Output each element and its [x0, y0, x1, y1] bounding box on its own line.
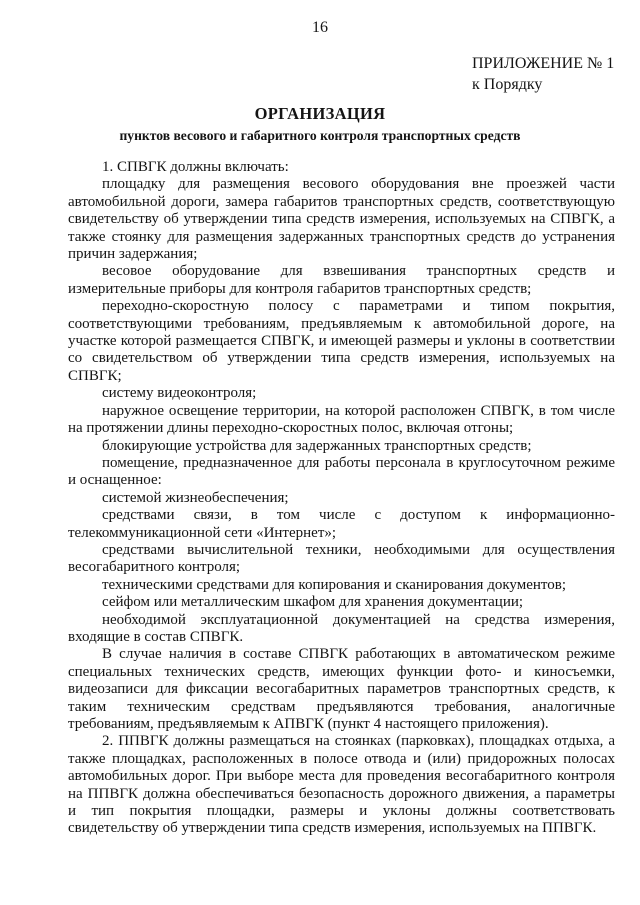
page-number: 16	[312, 19, 328, 36]
paragraph: 1. СПВГК должны включать:	[102, 159, 289, 175]
paragraph: блокирующие устройства для задержанных транспортных средств;	[102, 437, 532, 454]
appendix-block	[472, 53, 614, 95]
document-subtitle: пунктов весового и габаритного контроля транспортных средств	[119, 128, 521, 143]
paragraph: необходимой эксплуатационной документацией на средства измерения, входящие в состав СПВГК.	[68, 611, 615, 645]
paragraph: В случае наличия в составе СПВГК работающих в автоматическом режиме специальных технических средств, имеющих функции фото- и киносъемки, видеозаписи для фиксации весогабаритных параметров транспортных средств, к таким техническим средствам предъявляются требования, аналогичные требованиям, предъявляемым к АПВГК (пункт 4 настоящего приложения).	[68, 646, 615, 732]
paragraph: помещение, предназначенное для работы персонала в круглосуточном режиме и оснащенное:	[68, 454, 615, 489]
paragraph: наружное освещение территории, на которой расположен СПВГК, в том числе на протяжении длины переходно-скоростных полос, включая отгоны;	[68, 402, 615, 437]
appendix-reference: к Порядку	[472, 76, 543, 93]
document-title: ОРГАНИЗАЦИЯ	[254, 104, 386, 123]
paragraph: системой жизнеобеспечения;	[102, 489, 289, 506]
paragraph: сейфом или металлическим шкафом для хранения документации;	[102, 594, 524, 611]
paragraph: весовое оборудование для взвешивания транспортных средств и измерительные приборы для контроля габаритов транспортных средств;	[68, 263, 615, 297]
paragraph: переходно-скоростную полосу с параметрами и типом покрытия, соответствующими требованиям, предъявляемым к автомобильной дороге, на участке которой размещается СПВГК, и имеющей размеры и уклоны в соответствии со свидетельством об утверждении типа средств измерения, используемых на СПВГК;	[68, 298, 615, 384]
document-body	[68, 159, 615, 838]
paragraph: средствами связи, в том числе с доступом к информационно-телекоммуникационной сети «Интернет»;	[68, 507, 615, 541]
paragraph: средствами вычислительной техники, необходимыми для осуществления весогабаритного контроля;	[68, 541, 615, 576]
paragraph: площадку для размещения весового оборудования вне проезжей части автомобильной дороги, замера габаритов транспортных средств, соответствующую свидетельству об утверждении типа средств измерения, используемых на СПВГК, а также стоянку для размещения задержанных транспортных средств до устранения причин задержания;	[68, 176, 615, 263]
paragraph: систему видеоконтроля;	[102, 385, 257, 402]
paragraph: 2. ППВГК должны размещаться на стоянках (парковках), площадках отдыха, а также площадках, расположенных в полосе отвода и (или) придорожных полосах автомобильных дорог. При выборе места для проведения весогабаритного контроля на ППВГК должна обеспечиваться безопасность дорожного движения, а параметры и тип покрытия площадки, размеры и уклоны должны соответствовать свидетельству об утверждении типа средств измерения, используемых на ППВГК.	[68, 733, 615, 837]
appendix-label: ПРИЛОЖЕНИЕ № 1	[472, 55, 615, 72]
document-heading	[0, 103, 640, 146]
paragraph: техническими средствами для копирования и сканирования документов;	[102, 576, 567, 593]
